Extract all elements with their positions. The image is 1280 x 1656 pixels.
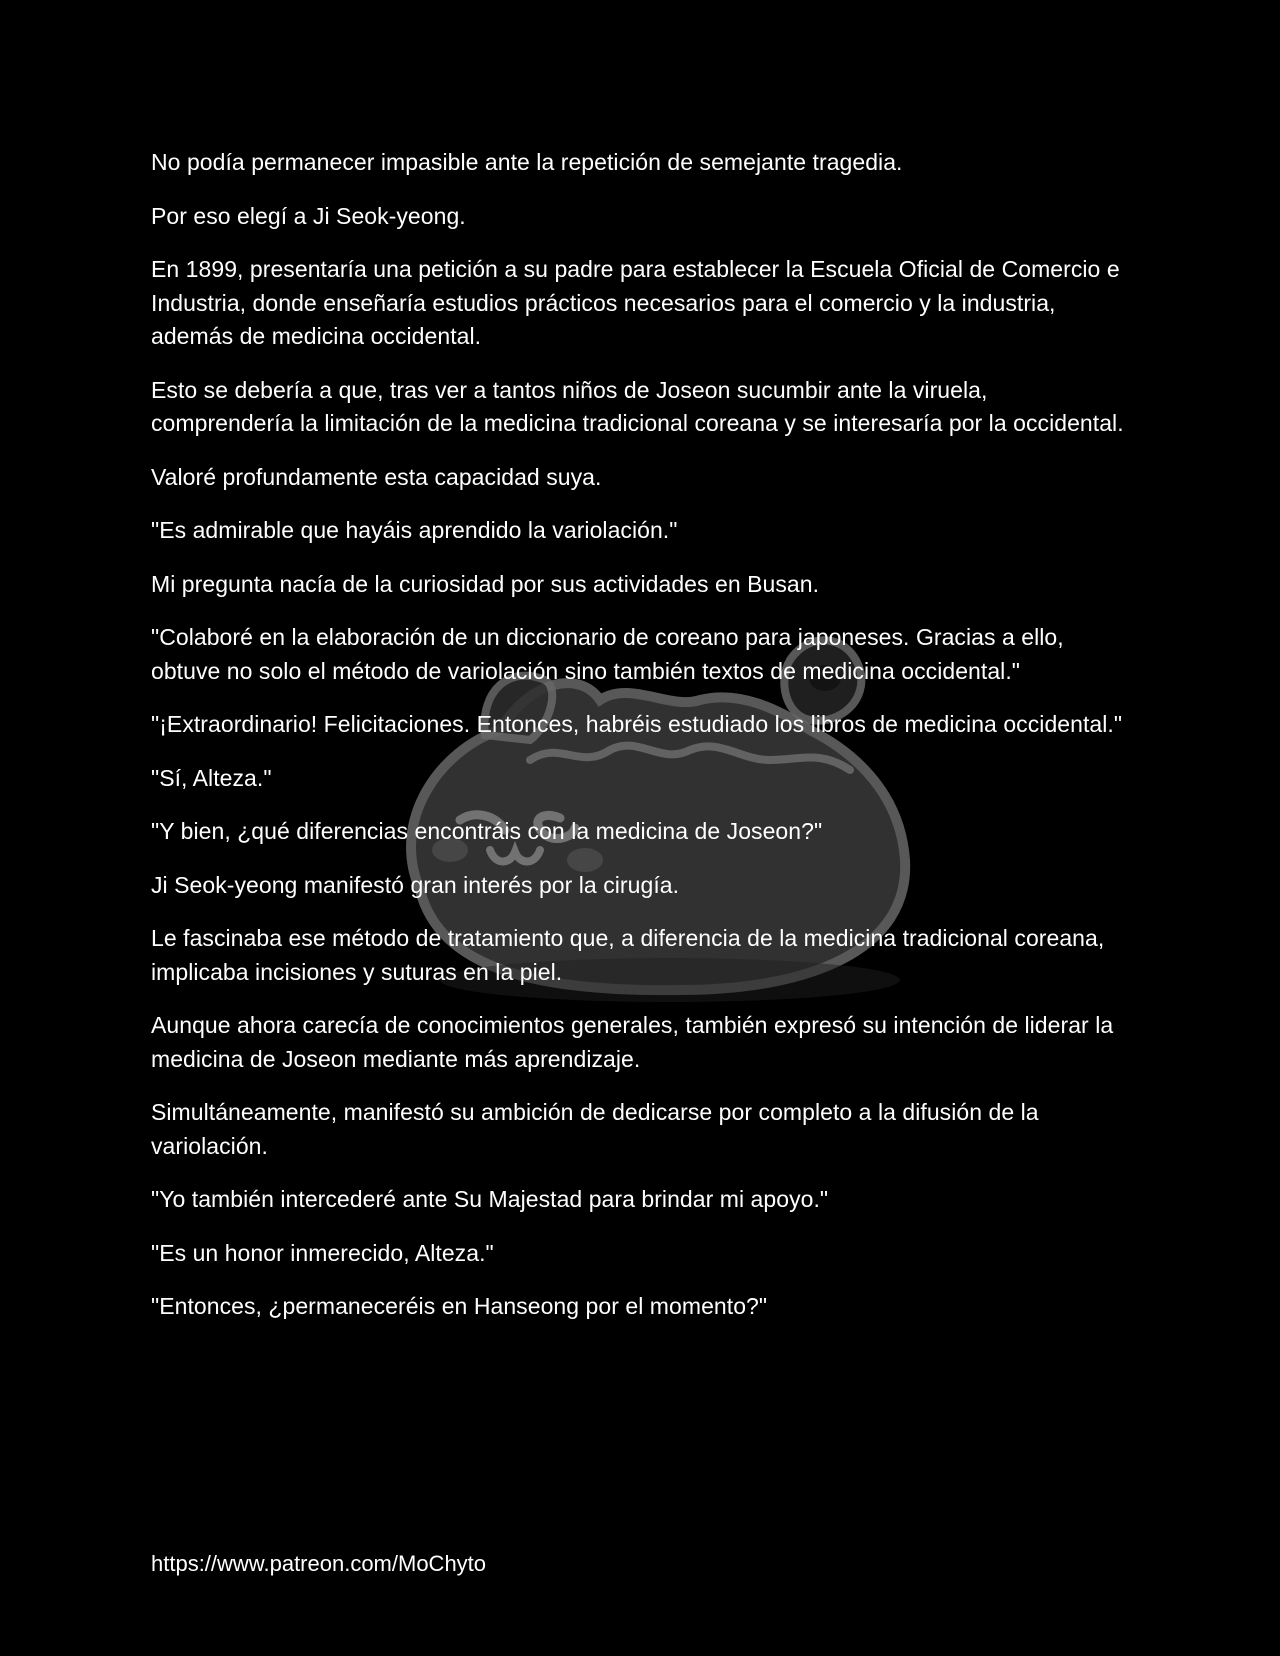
paragraph: "Es un honor inmerecido, Alteza." <box>151 1239 494 1266</box>
paragraph: "Colaboré en la elaboración de un diccionario de coreano para japoneses. Gracias a ello, obtuve no solo el método de variolación sino también textos de medicina occidental." <box>151 624 1064 684</box>
paragraph: Mi pregunta nacía de la curiosidad por sus actividades en Busan. <box>151 570 820 597</box>
paragraph: "Es admirable que hayáis aprendido la variolación." <box>151 517 678 543</box>
paragraph: "Sí, Alteza." <box>151 764 272 791</box>
paragraph: Aunque ahora carecía de conocimientos generales, también expresó su intención de liderar la medicina de Joseon mediante más aprendizaje. <box>151 1012 1114 1072</box>
paragraph: "¡Extraordinario! Felicitaciones. Entonces, habréis estudiado los libros de medicina occidental." <box>151 711 1123 737</box>
paragraph: "Entonces, ¿permaneceréis en Hanseong por el momento?" <box>151 1293 768 1319</box>
story-text <box>151 146 1131 1344</box>
paragraph: Por eso elegí a Ji Seok-yeong. <box>151 202 466 229</box>
paragraph: No podía permanecer impasible ante la repetición de semejante tragedia. <box>151 149 903 175</box>
patreon-link[interactable]: https://www.patreon.com/MoChyto <box>151 1551 487 1576</box>
paragraph: Valoré profundamente esta capacidad suya. <box>151 463 602 490</box>
paragraph: "Yo también intercederé ante Su Majestad para brindar mi apoyo." <box>151 1186 829 1212</box>
paragraph: Ji Seok-yeong manifestó gran interés por la cirugía. <box>151 871 680 898</box>
paragraph: Simultáneamente, manifestó su ambición de dedicarse por completo a la difusión de la variolación. <box>151 1099 1039 1159</box>
paragraph: "Y bien, ¿qué diferencias encontráis con la medicina de Joseon?" <box>151 818 823 844</box>
paragraph: Le fascinaba ese método de tratamiento que, a diferencia de la medicina tradicional coreana, implicaba incisiones y suturas en la piel. <box>151 925 1105 985</box>
paragraph: En 1899, presentaría una petición a su padre para establecer la Escuela Oficial de Comercio e Industria, donde enseñaría estudios prácticos necesarios para el comercio y la industria, además de medicina occidental. <box>151 256 1120 349</box>
paragraph: Esto se debería a que, tras ver a tantos niños de Joseon sucumbir ante la viruela, comprendería la limitación de la medicina tradicional coreana y se interesaría por la occidental. <box>151 376 1124 436</box>
